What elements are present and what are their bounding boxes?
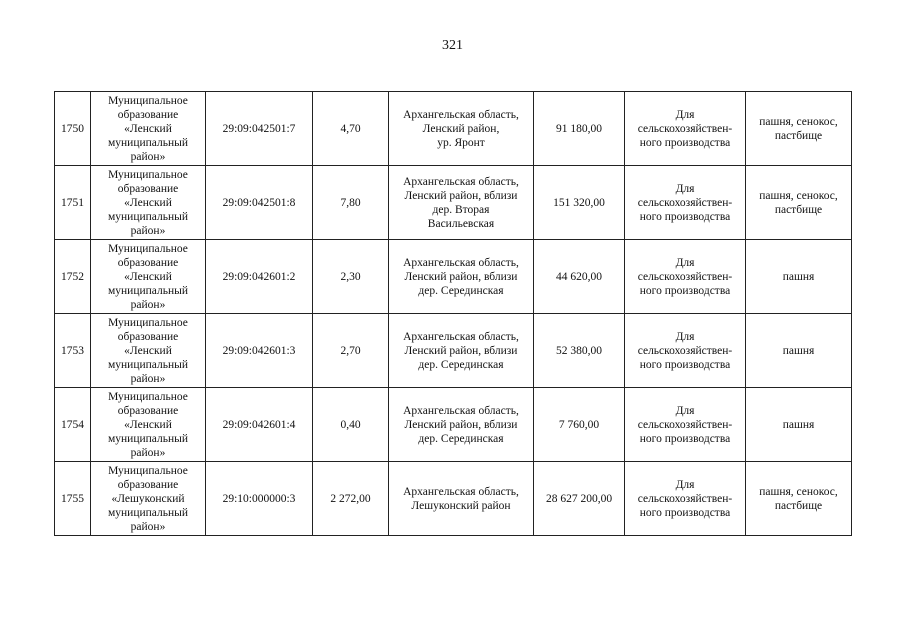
- table-row: [55, 166, 852, 240]
- table-row: [55, 388, 852, 462]
- location-cell: Архангельская область, Лешуконский район: [389, 462, 534, 536]
- owner-cell: Муниципальное образование «Ленский муниципальный район»: [91, 92, 206, 166]
- land-category-cell: Для сельскохозяйствен- ного производства: [625, 92, 746, 166]
- area-cell: 7,80: [313, 166, 389, 240]
- cadastral-value-cell: 7 760,00: [534, 388, 625, 462]
- cadastral-number-cell: 29:09:042601:2: [206, 240, 313, 314]
- land-use-cell: пашня, сенокос, пастбище: [746, 92, 852, 166]
- cadastral-number-cell: 29:09:042601:4: [206, 388, 313, 462]
- row-number-cell: 1751: [55, 166, 91, 240]
- row-number-cell: 1755: [55, 462, 91, 536]
- location-cell: Архангельская область, Ленский район, вблизи дер. Серединская: [389, 314, 534, 388]
- row-number-cell: 1753: [55, 314, 91, 388]
- table-row: [55, 92, 852, 166]
- land-category-cell: Для сельскохозяйствен- ного производства: [625, 166, 746, 240]
- land-use-cell: пашня, сенокос, пастбище: [746, 166, 852, 240]
- location-cell: Архангельская область, Ленский район, вблизи дер. Серединская: [389, 388, 534, 462]
- land-use-cell: пашня: [746, 388, 852, 462]
- row-number-cell: 1754: [55, 388, 91, 462]
- row-number-cell: 1752: [55, 240, 91, 314]
- cadastral-value-cell: 44 620,00: [534, 240, 625, 314]
- location-cell: Архангельская область, Ленский район, вблизи дер. Серединская: [389, 240, 534, 314]
- land-category-cell: Для сельскохозяйствен- ного производства: [625, 462, 746, 536]
- table-row: [55, 462, 852, 536]
- page-number: 321: [442, 38, 463, 53]
- cadastral-number-cell: 29:09:042601:3: [206, 314, 313, 388]
- land-plots-table: [54, 91, 852, 536]
- owner-cell: Муниципальное образование «Ленский муниципальный район»: [91, 314, 206, 388]
- table-row: [55, 240, 852, 314]
- location-cell: Архангельская область, Ленский район, вблизи дер. Вторая Васильевская: [389, 166, 534, 240]
- owner-cell: Муниципальное образование «Ленский муниципальный район»: [91, 388, 206, 462]
- location-cell: Архангельская область, Ленский район, ур. Яронт: [389, 92, 534, 166]
- cadastral-number-cell: 29:10:000000:3: [206, 462, 313, 536]
- owner-cell: Муниципальное образование «Ленский муниципальный район»: [91, 240, 206, 314]
- owner-cell: Муниципальное образование «Лешуконский муниципальный район»: [91, 462, 206, 536]
- cadastral-value-cell: 52 380,00: [534, 314, 625, 388]
- area-cell: 4,70: [313, 92, 389, 166]
- land-use-cell: пашня: [746, 240, 852, 314]
- cadastral-value-cell: 151 320,00: [534, 166, 625, 240]
- land-category-cell: Для сельскохозяйствен- ного производства: [625, 388, 746, 462]
- cadastral-value-cell: 91 180,00: [534, 92, 625, 166]
- cadastral-number-cell: 29:09:042501:8: [206, 166, 313, 240]
- land-use-cell: пашня: [746, 314, 852, 388]
- cadastral-number-cell: 29:09:042501:7: [206, 92, 313, 166]
- area-cell: 2,30: [313, 240, 389, 314]
- owner-cell: Муниципальное образование «Ленский муниципальный район»: [91, 166, 206, 240]
- area-cell: 2,70: [313, 314, 389, 388]
- land-use-cell: пашня, сенокос, пастбище: [746, 462, 852, 536]
- row-number-cell: 1750: [55, 92, 91, 166]
- area-cell: 2 272,00: [313, 462, 389, 536]
- land-category-cell: Для сельскохозяйствен- ного производства: [625, 240, 746, 314]
- area-cell: 0,40: [313, 388, 389, 462]
- table-row: [55, 314, 852, 388]
- cadastral-value-cell: 28 627 200,00: [534, 462, 625, 536]
- land-category-cell: Для сельскохозяйствен- ного производства: [625, 314, 746, 388]
